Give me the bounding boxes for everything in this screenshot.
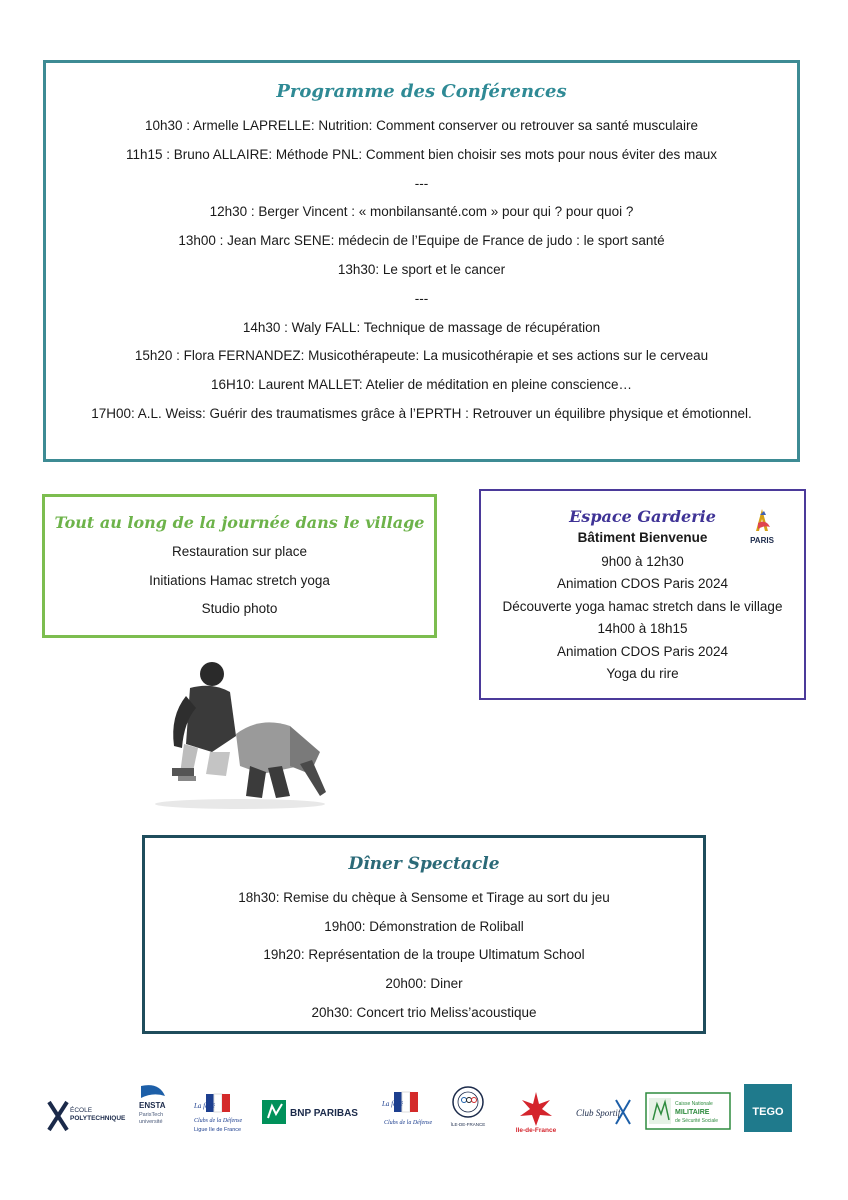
bnp-paribas-logo <box>260 1094 360 1130</box>
cros-seal-logo <box>448 1084 488 1138</box>
ile-de-france-logo <box>508 1090 564 1134</box>
garderie-line: Animation CDOS Paris 2024 <box>556 643 729 659</box>
svg-text:Club Sportif: Club Sportif <box>576 1108 621 1118</box>
programme-line: 13h00 : Jean Marc SENE: médecin de l’Equipe de France de judo : le sport santé <box>178 233 665 249</box>
svg-text:Clubs de la Défense: Clubs de la Défense <box>194 1118 243 1124</box>
sponsors-row <box>40 1080 810 1140</box>
training-photo <box>150 656 330 808</box>
programme-separator: --- <box>414 290 429 306</box>
svg-text:université: université <box>139 1119 163 1125</box>
paris-2024-logo <box>746 505 778 553</box>
garderie-subtitle: Bâtiment Bienvenue <box>577 530 708 545</box>
polytechnique-logo <box>45 1096 126 1136</box>
garderie-line: Découverte yoga hamac stretch dans le village <box>502 598 783 614</box>
village-box <box>42 494 437 638</box>
programme-line: 11h15 : Bruno ALLAIRE: Méthode PNL: Comment bien choisir ses mots pour nous éviter des maux <box>125 146 718 162</box>
programme-line: 10h30 : Armelle LAPRELLE: Nutrition: Comment conserver ou retrouver sa santé musculaire <box>144 118 698 133</box>
diner-line: 20h30: Concert trio Meliss’acoustique <box>311 1004 537 1020</box>
village-line: Studio photo <box>201 601 278 616</box>
tego-logo <box>744 1084 792 1132</box>
programme-lines <box>46 112 797 429</box>
programme-line: 13h30: Le sport et le cancer <box>337 261 506 277</box>
svg-text:ENSTA: ENSTA <box>139 1101 166 1110</box>
garderie-line: Yoga du rire <box>606 665 679 681</box>
garderie-line: Animation CDOS Paris 2024 <box>556 576 729 592</box>
ensta-logo <box>135 1084 187 1134</box>
garderie-line: 14h00 à 18h15 <box>597 621 688 637</box>
diner-line: 19h20: Représentation de la troupe Ultimatum School <box>263 947 585 963</box>
programme-separator: --- <box>414 175 429 191</box>
village-line: Restauration sur place <box>171 544 308 559</box>
village-title: Tout au long de la journée dans le village <box>54 513 425 532</box>
svg-text:POLYTECHNIQUE: POLYTECHNIQUE <box>70 1115 126 1122</box>
programme-title: Programme des Conférences <box>276 81 567 102</box>
svg-text:Clubs de la Défense: Clubs de la Défense <box>384 1120 433 1126</box>
club-sportif-logo <box>572 1094 636 1130</box>
diner-line: 18h30: Remise du chèque à Sensome et Tirage au sort du jeu <box>238 890 610 905</box>
svg-text:La fédé: La fédé <box>382 1100 403 1108</box>
svg-text:Ile-de-France: Ile-de-France <box>515 1127 557 1134</box>
svg-text:Caisse Nationale: Caisse Nationale <box>675 1101 713 1107</box>
svg-text:TEGO: TEGO <box>752 1106 784 1118</box>
svg-text:BNP PARIBAS: BNP PARIBAS <box>290 1108 358 1119</box>
programme-line: 14h30 : Waly FALL: Technique de massage de récupération <box>242 319 601 335</box>
svg-text:Ligue Ile de France: Ligue Ile de France <box>194 1127 242 1133</box>
garderie-line: 9h00 à 12h30 <box>601 554 684 569</box>
svg-text:La fédé: La fédé <box>194 1102 215 1110</box>
programme-line: 12h30 : Berger Vincent : « monbilansanté.com » pour qui ? pour quoi ? <box>209 204 634 220</box>
village-line: Initiations Hamac stretch yoga <box>149 572 330 588</box>
svg-text:MILITAIRE: MILITAIRE <box>675 1109 710 1116</box>
programme-box <box>43 60 800 462</box>
garderie-title: Espace Garderie <box>569 507 716 526</box>
programme-line: 16H10: Laurent MALLET: Atelier de méditation en pleine conscience… <box>210 377 632 393</box>
federation-logo-2 <box>380 1090 438 1136</box>
diner-title: Dîner Spectacle <box>348 854 500 874</box>
cnmss-logo <box>645 1092 731 1130</box>
svg-text:ÎLE-DE-FRANCE: ÎLE-DE-FRANCE <box>450 1122 486 1127</box>
svg-text:de Sécurité Sociale: de Sécurité Sociale <box>675 1118 719 1124</box>
svg-text:ParisTech: ParisTech <box>139 1112 164 1118</box>
diner-box <box>142 835 706 1034</box>
federation-logo <box>192 1090 250 1136</box>
programme-line: 15h20 : Flora FERNANDEZ: Musicothérapeute: La musicothérapie et ses actions sur le cerveau <box>134 348 709 364</box>
garderie-box <box>479 489 806 700</box>
svg-text:ÉCOLE: ÉCOLE <box>70 1107 93 1114</box>
programme-line: 17H00: A.L. Weiss: Guérir des traumatismes grâce à l’EPRTH : Retrouver un équilibre physique et émotionnel. <box>91 405 752 421</box>
diner-line: 19h00: Démonstration de Roliball <box>324 918 524 934</box>
diner-line: 20h00: Diner <box>385 976 463 992</box>
paris-logo-text: PARIS <box>750 536 774 545</box>
